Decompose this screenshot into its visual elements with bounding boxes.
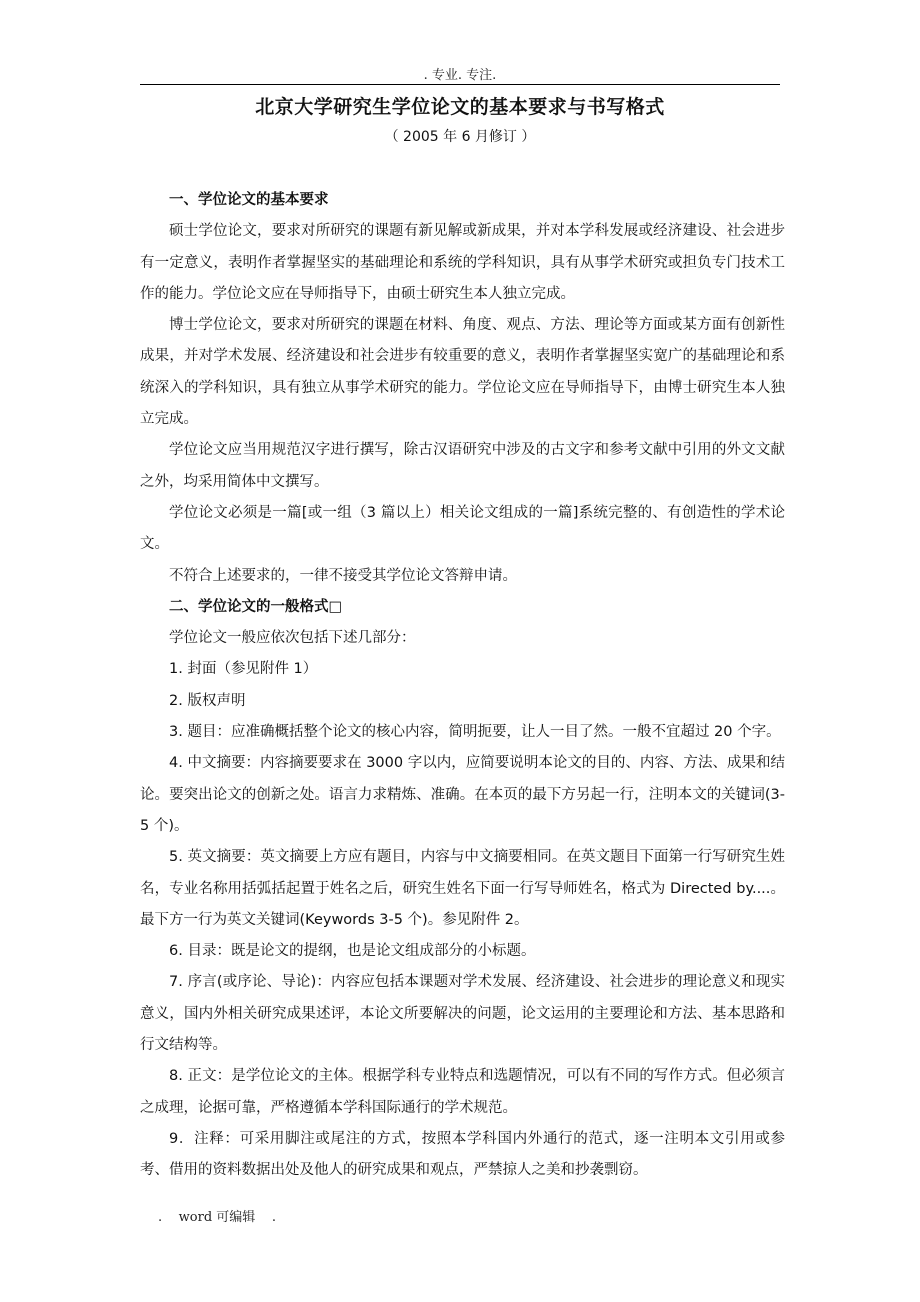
list-item-toc: 6. 目录：既是论文的提纲，也是论文组成部分的小标题。: [169, 943, 536, 960]
paragraph-master-thesis: 硕士学位论文，要求对所研究的课题有新见解或新成果，并对本学科发展或经济建设、社会进步有一定意义，表明作者掌握坚实的基础理论和系统的学科知识，具有从事学术研究或担负专门技术工作的能力。学位论文应在导师指导下，由硕士研究生本人独立完成。: [140, 223, 785, 302]
document-title: 北京大学研究生学位论文的基本要求与书写格式: [255, 96, 665, 118]
list-item-title: 3. 题目：应准确概括整个论文的核心内容，简明扼要，让人一目了然。一般不宜超过 20 个字。: [169, 724, 781, 741]
list-item-chinese-abstract: 4. 中文摘要：内容摘要要求在 3000 字以内，应简要说明本论文的目的、内容、方法、成果和结论。要突出论文的创新之处。语言力求精炼、准确。在本页的最下方另起一行，注明本文的关键词(3-5 个)。: [140, 755, 785, 834]
page-header: . 专业. 专注.: [423, 68, 497, 83]
section-heading-requirements: 一、学位论文的基本要求: [169, 192, 329, 208]
document-body: [140, 185, 785, 1187]
list-item-main-text: 8. 正文：是学位论文的主体。根据学科专业特点和选题情况，可以有不同的写作方式。但必须言之成理，论据可靠，严格遵循本学科国际通行的学术规范。: [140, 1068, 785, 1116]
paragraph-doctoral-thesis: 博士学位论文，要求对所研究的课题在材料、角度、观点、方法、理论等方面或某方面有创新性成果，并对学术发展、经济建设和社会进步有较重要的意义，表明作者掌握坚实宽广的基础理论和系统深入的学科知识，具有独立从事学术研究的能力。学位论文应在导师指导下，由博士研究生本人独立完成。: [140, 317, 785, 428]
list-item-cover: 1. 封面（参见附件 1）: [169, 661, 318, 678]
list-item-copyright: 2. 版权声明: [169, 692, 246, 709]
paragraph-language: 学位论文应当用规范汉字进行撰写，除古汉语研究中涉及的古文字和参考文献中引用的外文文献之外，均采用简体中文撰写。: [140, 442, 785, 490]
paragraph-parts-intro: 学位论文一般应依次包括下述几部分：: [169, 630, 416, 647]
list-item-preface: 7. 序言(或序论、导论)：内容应包括本课题对学术发展、经济建设、社会进步的理论意义和现实意义，国内外相关研究成果述评，本论文所要解决的问题，论文运用的主要理论和方法、基本思路和行文结构等。: [140, 974, 785, 1054]
paragraph-completeness: 学位论文必须是一篇[或一组（3 篇以上）相关论文组成的一篇]系统完整的、有创造性的学术论文。: [140, 504, 785, 553]
section-heading-format: 二、学位论文的一般格式□: [169, 598, 343, 615]
list-item-notes: 9．注释：可采用脚注或尾注的方式，按照本学科国内外通行的范式，逐一注明本文引用或参考、借用的资料数据出处及他人的研究成果和观点，严禁掠人之美和抄袭剽窃。: [140, 1130, 785, 1179]
paragraph-rejection: 不符合上述要求的，一律不接受其学位论文答辩申请。: [169, 567, 517, 584]
page-footer: . word 可编辑 .: [158, 1210, 276, 1225]
list-item-english-abstract: 5. 英文摘要：英文摘要上方应有题目，内容与中文摘要相同。在英文题目下面第一行写研究生姓名，专业名称用括弧括起置于姓名之后，研究生姓名下面一行写导师姓名，格式为 Directed by....。最下方一行为英文关键词(Keywords 3-5 个)。参见附件 2。: [140, 849, 785, 928]
header-divider: [140, 84, 780, 85]
document-subtitle: （ 2005 年 6 月修订 ）: [384, 129, 536, 145]
